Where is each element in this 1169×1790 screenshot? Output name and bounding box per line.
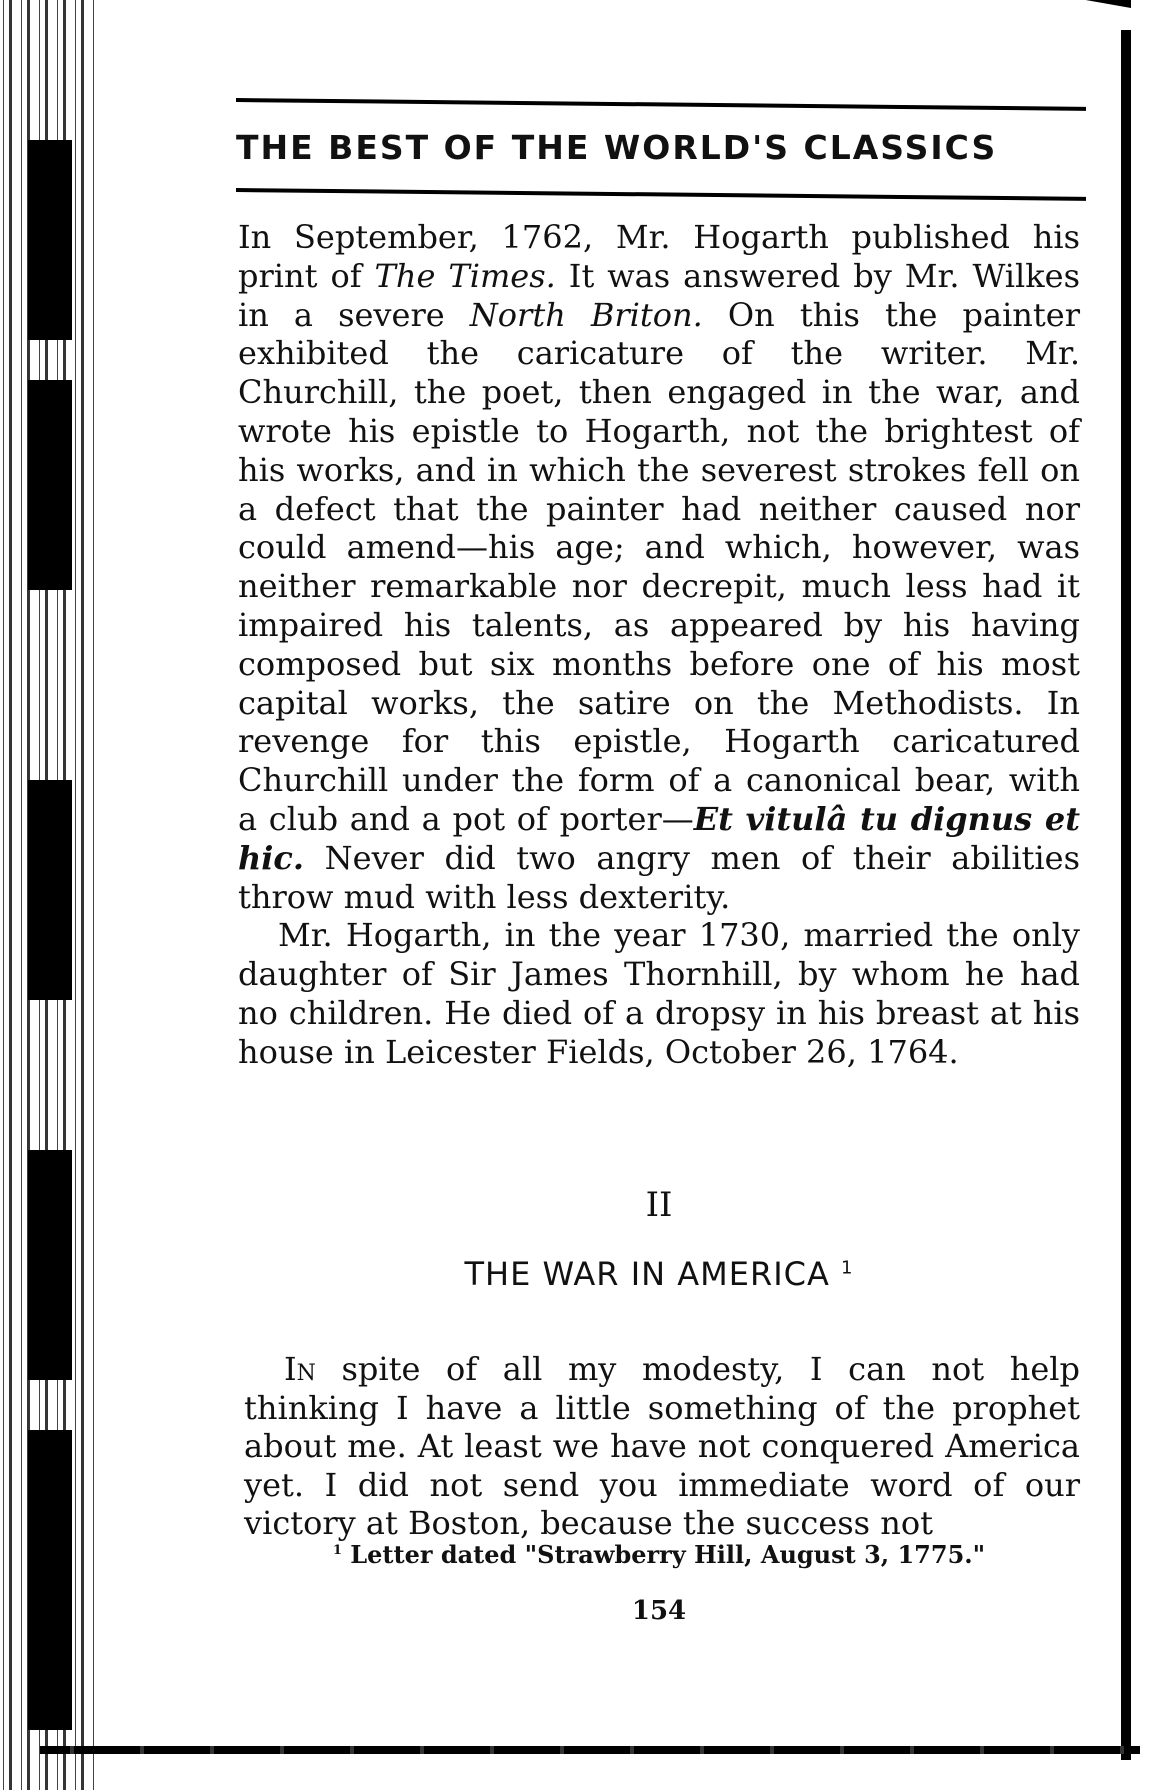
paragraph: In spite of all my modesty, I can not help thinking I have a little something of the prophet about me. At least we have not conquered America yet. I did not send you immediate word of our victory at Boston, because the success not [244,1350,1080,1542]
binding-shadow [28,380,72,590]
header-rule-bottom [236,188,1086,201]
header-rule-top [236,98,1086,111]
page-number: 154 [631,1596,687,1626]
body-text [238,218,1080,1072]
binding-shadow [28,1430,72,1730]
page-corner [1011,0,1131,56]
footnote-ref: 1 [841,1257,854,1279]
footnote-marker: 1 [332,1543,342,1558]
binding-shadow [28,1150,72,1380]
paragraph: Mr. Hogarth, in the year 1730, married the only daughter of Sir James Thornhill, by whom he had no children. He died of a dropsy in his breast at his house in Leicester Fields, October 26, 1764. [238,916,1080,1071]
page-bottom-edge [40,1746,1140,1754]
page-right-edge [1121,30,1131,1760]
drop-word: In [284,1350,316,1388]
binding-shadow [28,780,72,1000]
chapter-number: II [645,1185,673,1225]
running-head: THE BEST OF THE WORLD'S CLASSICS [236,128,998,167]
body-text [244,1318,1080,1575]
binding-shadow [28,140,72,340]
work-title: North Briton. [469,295,703,334]
chapter-title: THE WAR IN AMERICA $^1$ [464,1255,854,1293]
paragraph: In September, 1762, Mr. Hogarth published his print of The Times. It was answered by Mr. Wilkes in a severe North Briton. On this the painter exhibited the caricature of the writer. Mr. Churchill, the poet, then engaged in the war, and wrote his epistle to Hogarth, not the brightest of his works, and in which the severest strokes fell on a defect that the painter had neither caused nor could amend—his age; and which, however, was neither remarkable nor decrepit, much less had it impaired his talents, as appeared by his having composed but six months before one of his most capital works, the satire on the Methodists. In revenge for this epistle, Hogarth caricatured Churchill under the form of a canonical bear, with a club and a pot of porter—Et vitulâ tu dignus et hic. Never did two angry men of their abilities throw mud with less dexterity. [238,218,1081,916]
work-title: The Times. [374,256,556,295]
latin-quote: Et vitulâ tu dignus et hic. [238,799,1080,877]
footnote: $^1$ Letter dated "Strawberry Hill, August 3, 1775." [332,1540,986,1569]
